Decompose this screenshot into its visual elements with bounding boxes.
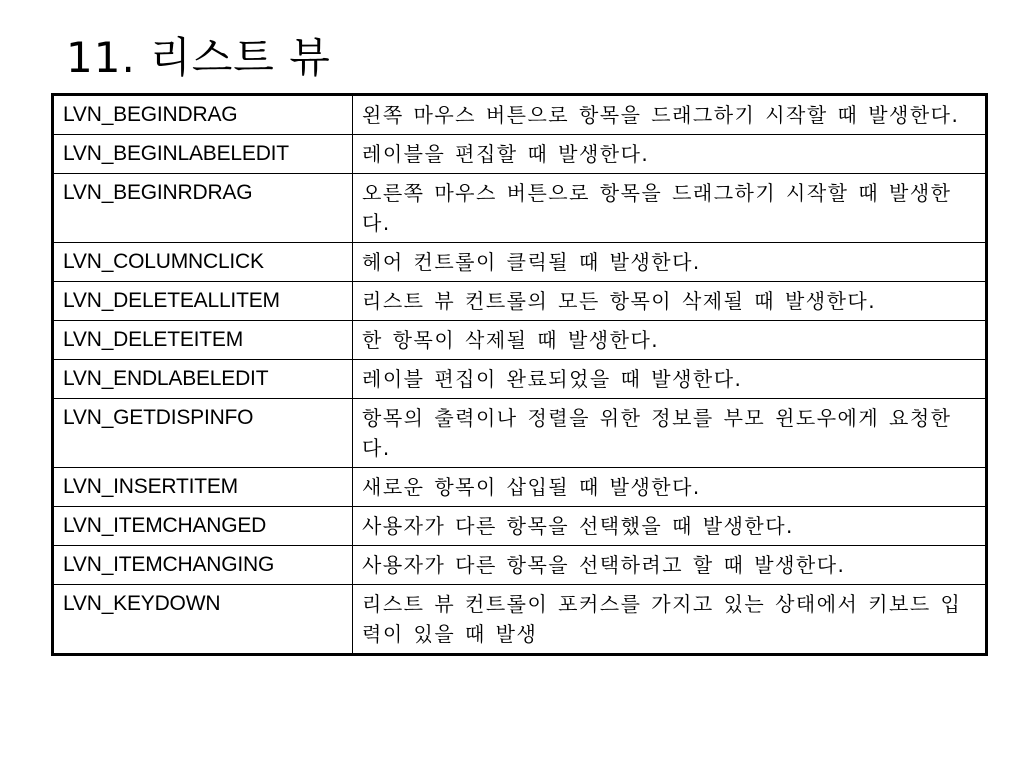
notification-code: LVN_INSERTITEM — [53, 468, 353, 507]
notification-description: 항목의 출력이나 정렬을 위한 정보를 부모 윈도우에게 요청한다. — [353, 399, 987, 468]
table-row — [53, 399, 987, 468]
table-row — [53, 135, 987, 174]
notification-description: 리스트 뷰 컨트롤이 포커스를 가지고 있는 상태에서 키보드 입력이 있을 때 발생 — [353, 585, 987, 655]
notification-description: 레이블을 편집할 때 발생한다. — [353, 135, 987, 174]
table-row — [53, 468, 987, 507]
notification-code: LVN_COLUMNCLICK — [53, 243, 353, 282]
slide-title: 11. 리스트 뷰 — [66, 33, 331, 82]
table-row — [53, 507, 987, 546]
notification-description: 사용자가 다른 항목을 선택하려고 할 때 발생한다. — [353, 546, 987, 585]
notification-description: 왼쪽 마우스 버튼으로 항목을 드래그하기 시작할 때 발생한다. — [353, 95, 987, 135]
notification-code: LVN_KEYDOWN — [53, 585, 353, 655]
notification-description: 사용자가 다른 항목을 선택했을 때 발생한다. — [353, 507, 987, 546]
table-row — [53, 360, 987, 399]
table-row — [53, 585, 987, 655]
notification-code: LVN_BEGINLABELEDIT — [53, 135, 353, 174]
notification-code: LVN_GETDISPINFO — [53, 399, 353, 468]
notification-description: 레이블 편집이 완료되었을 때 발생한다. — [353, 360, 987, 399]
notification-table — [51, 93, 988, 656]
table-row — [53, 546, 987, 585]
notification-code: LVN_DELETEALLITEM — [53, 282, 353, 321]
notification-code: LVN_ENDLABELEDIT — [53, 360, 353, 399]
notification-code: LVN_ITEMCHANGING — [53, 546, 353, 585]
table-row — [53, 321, 987, 360]
notification-code: LVN_BEGINRDRAG — [53, 174, 353, 243]
notification-description: 리스트 뷰 컨트롤의 모든 항목이 삭제될 때 발생한다. — [353, 282, 987, 321]
table-row — [53, 174, 987, 243]
notification-description: 헤어 컨트롤이 클릭될 때 발생한다. — [353, 243, 987, 282]
table-row — [53, 243, 987, 282]
notification-description: 새로운 항목이 삽입될 때 발생한다. — [353, 468, 987, 507]
notification-description: 한 항목이 삭제될 때 발생한다. — [353, 321, 987, 360]
notification-table-container — [51, 93, 988, 656]
notification-code: LVN_ITEMCHANGED — [53, 507, 353, 546]
table-row — [53, 95, 987, 135]
table-row — [53, 282, 987, 321]
notification-code: LVN_BEGINDRAG — [53, 95, 353, 135]
notification-description: 오른쪽 마우스 버튼으로 항목을 드래그하기 시작할 때 발생한다. — [353, 174, 987, 243]
notification-code: LVN_DELETEITEM — [53, 321, 353, 360]
